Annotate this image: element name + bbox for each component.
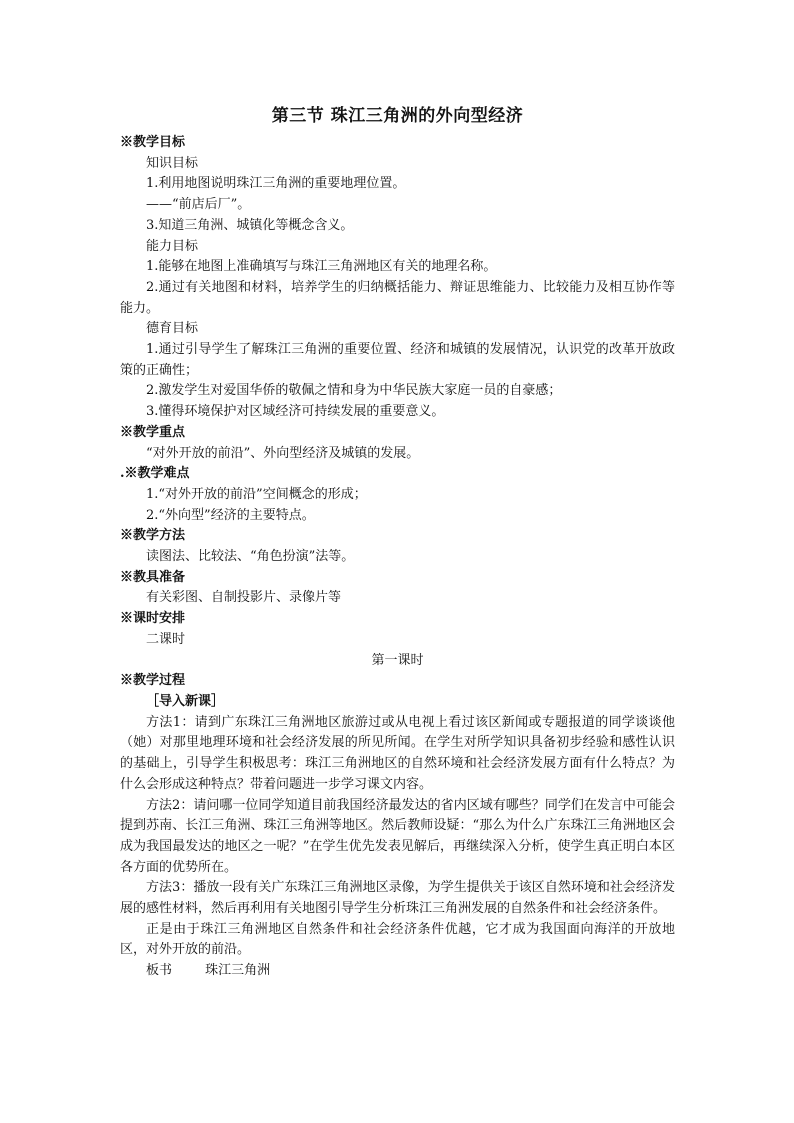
document-page: [120, 103, 675, 982]
board-spacer: [172, 963, 205, 978]
board-line: [120, 961, 675, 982]
objectives-heading: ※教学目标: [120, 135, 186, 150]
knowledge-objectives-label: 知识目标: [146, 155, 199, 171]
tools-heading: ※教具准备: [120, 569, 186, 585]
moral-item: 3.懂得环境保护对区域经济可持续发展的重要意义。: [146, 404, 445, 420]
knowledge-item: 3.知道三角洲、城镇化等概念含义。: [146, 217, 354, 233]
board-text: 珠江三角洲: [205, 963, 271, 979]
methods-text: 读图法、比较法、“角色扮演”法等。: [146, 549, 355, 565]
knowledge-item: ——“前店后厂”。: [146, 197, 251, 213]
method-paragraph: 方法1：请到广东珠江三角洲地区旅游过或从电视上看过该区新闻或专题报道的同学谈谈他（她）对那里地理环境和社会经济发展的所见所闻。在学生对所学知识具备初步经验和感性认识的基础上，引导学生积极思考：珠江三角洲地区的自然环境和社会经济发展方面有什么特点？为什么会形成这种特点？带着问题进一步学习课文内容。: [120, 714, 675, 792]
moral-item: 2.激发学生对爱国华侨的敬佩之情和身为中华民族大家庭一员的自豪感；: [146, 383, 562, 399]
difficulty-item: 2.“外向型”经济的主要特点。: [146, 507, 315, 523]
schedule-text: 二课时: [146, 631, 186, 647]
method-paragraph: 方法2：请问哪一位同学知道目前我国经济最发达的省内区域有哪些？同学们在发言中可能会提到苏南、长江三角洲、珠江三角洲等地区。然后教师设疑：“那么为什么广东珠江三角洲地区会成为我国最发达的地区之一呢？”在学生优先发表见解后，再继续深入分析，使学生真正明白本区各方面的优势所在。: [120, 797, 675, 875]
board-label: 板书: [146, 963, 173, 979]
page-title: 第三节 珠江三角洲的外向型经济: [271, 106, 524, 126]
method-paragraph: 方法3：播放一段有关广东珠江三角洲地区录像，为学生提供关于该区自然环境和社会经济发展的感性材料，然后再利用有关地图引导学生分析珠江三角洲发展的自然条件和社会经济条件。: [120, 880, 675, 917]
ability-item: 2.通过有关地图和材料，培养学生的归纳概括能力、辩证思维能力、比较能力及相互协作等能力。: [120, 279, 675, 316]
difficulties-heading: .※教学难点: [120, 466, 190, 482]
methods-heading: ※教学方法: [120, 528, 186, 544]
moral-objectives-label: 德育目标: [146, 321, 199, 337]
key-points-heading: ※教学重点: [120, 424, 186, 440]
lesson-title: 第一课时: [371, 652, 424, 668]
moral-item: 1.通过引导学生了解珠江三角洲的重要位置、经济和城镇的发展情况，认识党的改革开放政策的正确性；: [120, 342, 675, 378]
knowledge-item: 1.利用地图说明珠江三角洲的重要地理位置。: [146, 176, 406, 192]
difficulty-item: 1.“对外开放的前沿”空间概念的形成；: [146, 486, 367, 502]
tools-text: 有关彩图、自制投影片、录像片等: [146, 590, 342, 606]
ability-item: 1.能够在地图上准确填写与珠江三角洲地区有关的地理名称。: [146, 259, 497, 275]
schedule-heading: ※课时安排: [120, 611, 186, 627]
ability-objectives-label: 能力目标: [146, 238, 199, 254]
process-heading: ※教学过程: [120, 673, 186, 689]
conclusion-paragraph: 正是由于珠江三角洲地区自然条件和社会经济条件优越，它才成为我国面向海洋的开放地区，对外开放的前沿。: [120, 921, 675, 958]
key-points-text: “对外开放的前沿”、外向型经济及城镇的发展。: [146, 445, 420, 461]
intro-label: ［导入新课］: [146, 693, 225, 709]
